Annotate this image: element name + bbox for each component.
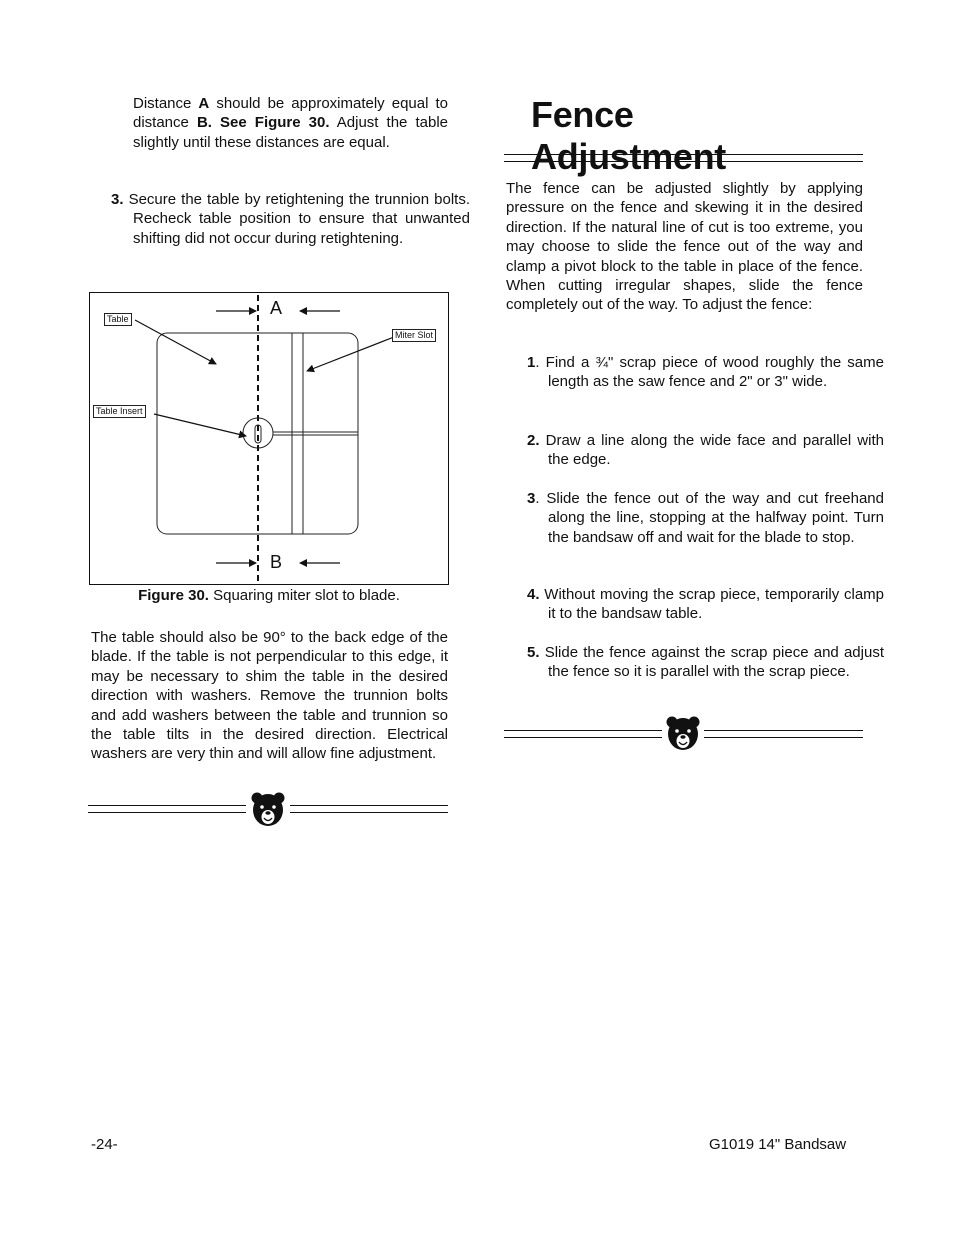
bear-logo-icon <box>665 715 701 753</box>
divider-right-a <box>504 730 662 738</box>
leader-table-insert <box>154 414 246 436</box>
title-rule <box>504 154 863 162</box>
footer-model: G1019 14" Bandsaw <box>709 1136 847 1153</box>
intro-paragraph: Distance A should be approximately equal to distance B. See Figure 30. Adjust the table slightly until these distances are equal. <box>133 95 449 151</box>
fence-intro: The fence can be adjusted slightly by applying pressure on the fence and skewing it in the desired direction. If the natural line of cut is too extreme, you may choose to slide the fence out of the way and clamp a pivot block to the table in place of the fence. When cutting irregular shapes, slide the fence completely out of the way. To adjust the fence: <box>506 180 863 314</box>
bear-logo-icon <box>250 791 286 829</box>
fence-step-2: 2. Draw a line along the wide face and parallel with the edge. <box>527 432 884 469</box>
divider-left-b <box>290 805 448 813</box>
fence-step-4: 4. Without moving the scrap piece, temporarily clamp it to the bandsaw table. <box>527 586 884 623</box>
fence-step-3: 3. Slide the fence out of the way and cut freehand along the line, stopping at the halfway point. Turn the bandsaw off and wait for the blade to stop. <box>527 490 884 546</box>
fence-step-1: 1. Find a ¾" scrap piece of wood roughly the same length as the saw fence and 2" or 3" wide. <box>527 354 884 391</box>
table-callout: Table <box>104 313 132 326</box>
step-3: 3. Secure the table by retightening the trunnion bolts. Recheck table position to ensure that unwanted shifting did not occur during retightening. <box>111 191 470 247</box>
figure-30 <box>89 292 449 585</box>
miter-slot-callout: Miter Slot <box>392 329 436 342</box>
page-number: -24- <box>91 1136 118 1153</box>
divider-left-a <box>88 805 246 813</box>
body-paragraph: The table should also be 90° to the back edge of the blade. If the table is not perpendicular to this edge, it may be necessary to shim the table in the desired direction with washers. Remove the trunnion bolts and add washers between the table and trunnion so the table tilts in the desired direction. Electrical washers are very thin and will allow fine adjustment. <box>91 629 448 763</box>
leader-table <box>135 320 216 364</box>
figure-label-a: A <box>270 298 283 318</box>
fence-step-5: 5. Slide the fence against the scrap piece and adjust the fence so it is parallel with the scrap piece. <box>527 644 884 681</box>
table-insert-callout: Table Insert <box>93 405 146 418</box>
figure-label-b: B <box>270 552 283 572</box>
divider-right-b <box>704 730 863 738</box>
section-title: Fence Adjustment <box>531 94 727 177</box>
figure-caption: Figure 30. Squaring miter slot to blade. <box>138 587 400 604</box>
leader-miter-slot <box>307 337 394 371</box>
